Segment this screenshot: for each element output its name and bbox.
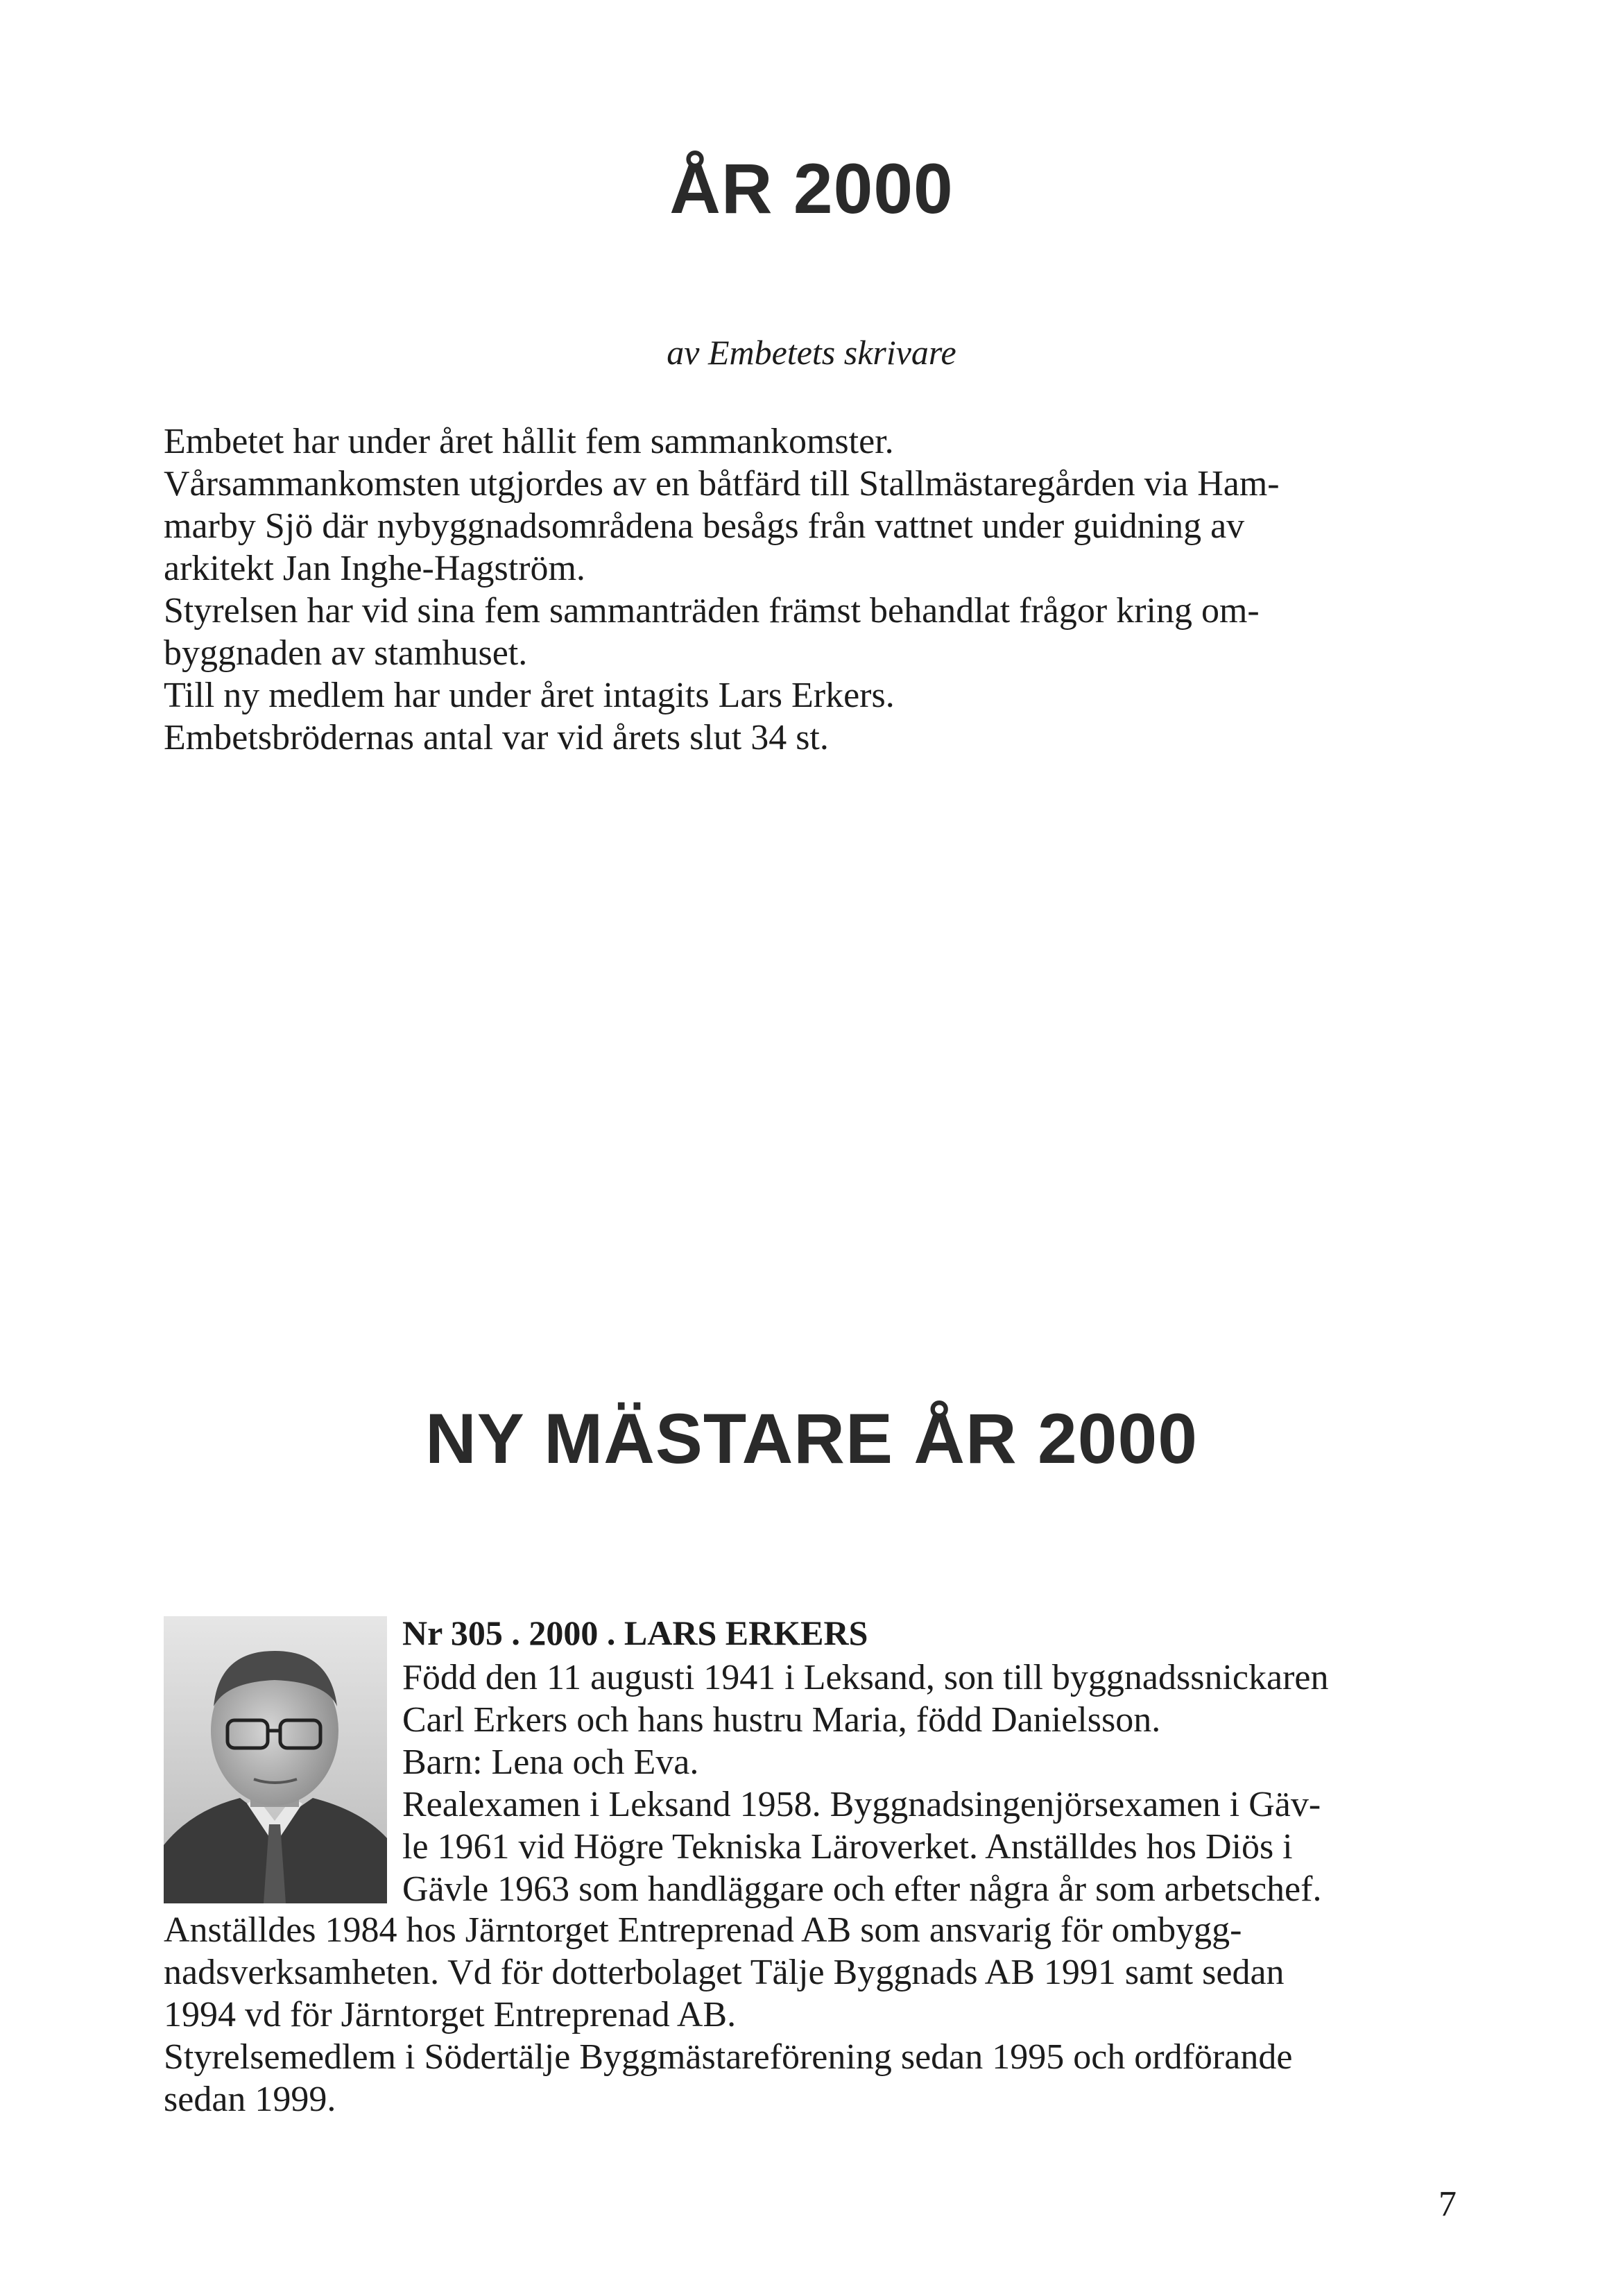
intro-line: Embetet har under året hållit fem sammankomster. xyxy=(164,422,894,461)
portrait-photo xyxy=(164,1616,387,1903)
section-title-ar-2000: ÅR 2000 xyxy=(669,149,954,228)
intro-paragraphs xyxy=(164,420,1457,759)
bio-line: Född den 11 augusti 1941 i Leksand, son till byggnadssnickaren xyxy=(402,1658,1329,1697)
intro-line: byggnaden av stamhuset. xyxy=(164,633,528,673)
bio-beside-photo xyxy=(402,1656,1457,1910)
bio-line: nadsverksamheten. Vd för dotterbolaget Tälje Byggnads AB 1991 samt sedan xyxy=(164,1953,1285,1992)
intro-line: marby Sjö där nybyggnadsområdena besågs från vattnet under guidning av xyxy=(164,506,1245,546)
bio-line: Styrelsemedlem i Södertälje Byggmästareförening sedan 1995 och ordförande xyxy=(164,2037,1293,2077)
page-number: 7 xyxy=(1439,2184,1457,2224)
byline: av Embetets skrivare xyxy=(667,333,956,372)
intro-line: Till ny medlem har under året intagits Lars Erkers. xyxy=(164,676,895,715)
intro-line: Embetsbrödernas antal var vid årets slut 34 st. xyxy=(164,718,829,757)
bio-line: Barn: Lena och Eva. xyxy=(402,1742,699,1782)
bio-line: sedan 1999. xyxy=(164,2080,336,2119)
bio-line: Gävle 1963 som handläggare och efter några år som arbetschef. xyxy=(402,1869,1322,1909)
bio-line: Anställdes 1984 hos Järntorget Entreprenad AB som ansvarig för ombygg- xyxy=(164,1910,1242,1950)
intro-line: Styrelsen har vid sina fem sammanträden främst behandlat frågor kring om- xyxy=(164,591,1260,631)
bio-full-width xyxy=(164,1909,1457,2121)
section-title-ny-mastare: NY MÄSTARE ÅR 2000 xyxy=(425,1399,1198,1478)
bio-line: Realexamen i Leksand 1958. Byggnadsingenjörsexamen i Gäv- xyxy=(402,1785,1321,1824)
bio-line: le 1961 vid Högre Tekniska Läroverket. Anställdes hos Diös i xyxy=(402,1827,1293,1867)
bio-line: Carl Erkers och hans hustru Maria, född Danielsson. xyxy=(402,1700,1161,1740)
intro-line: Vårsammankomsten utgjordes av en båtfärd till Stallmästaregården via Ham- xyxy=(164,464,1280,504)
bio-line: 1994 vd för Järntorget Entreprenad AB. xyxy=(164,1995,737,2034)
intro-line: arkitekt Jan Inghe-Hagström. xyxy=(164,549,585,588)
bio-heading: Nr 305 . 2000 . LARS ERKERS xyxy=(402,1613,868,1652)
